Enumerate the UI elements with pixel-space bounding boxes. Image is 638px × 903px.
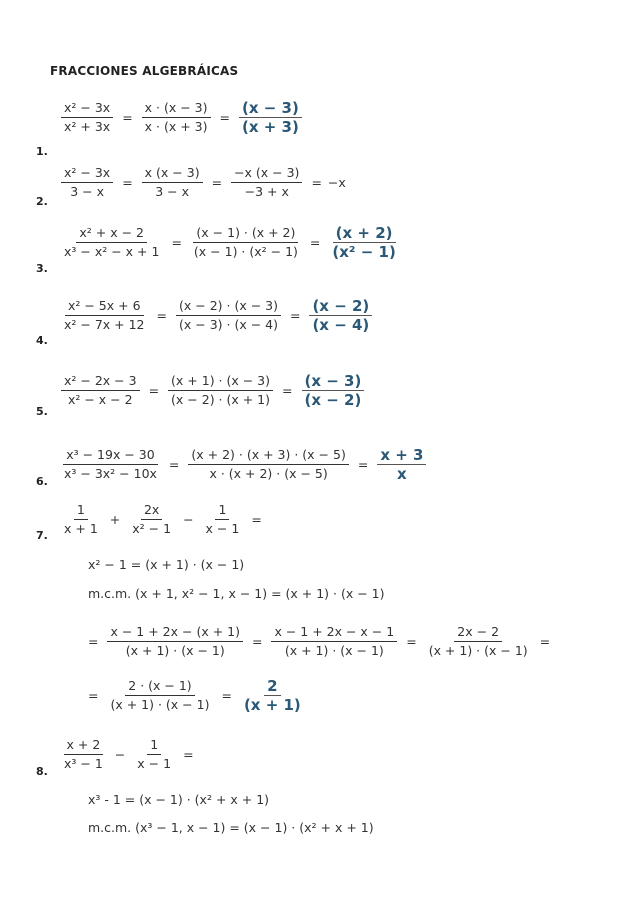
fraction: $\frac{2x}{\text{x² − 1}}$ bbox=[132, 502, 172, 536]
problem-8: $\frac{x + 2}{\text{x³ − 1}}$ − $\frac{1}{x - 1}$ = bbox=[58, 737, 200, 772]
fraction: $\frac{\text{x² − 5x + 6}}{\text{x² − 7x + 12}}$ bbox=[64, 298, 145, 332]
problem-number: 4. bbox=[36, 334, 48, 347]
result-fraction: $\frac{(x + 2)}{\text{(x² − 1)}}$ bbox=[332, 224, 396, 261]
lcm-line: m.c.m. (x + 1, x² − 1, x − 1) = (x + 1) · (x − 1) bbox=[88, 586, 385, 601]
problem-number: 5. bbox=[36, 405, 48, 418]
problem-6: $\frac{\text{x³ − 19x − 30}}{\text{x³ − 3x² − 10x}}$ = $\frac{(x + 2) \cdot (x + 3) \cdot (x - 5)}{x \cdot (x + 2) \cdot (x - 5)}$ = $\frac{x + 3}{x}$ bbox=[58, 447, 429, 482]
fraction: $\frac{(x - 2) \cdot (x - 3)}{(x - 3) \cdot (x - 4)}$ bbox=[176, 298, 281, 333]
fraction: $\frac{1}{x - 1}$ bbox=[205, 502, 240, 536]
fraction: $\frac{-x (x - 3)}{-3 + x}$ bbox=[231, 165, 302, 200]
problem-7-result: = $\frac{2 \cdot (x - 1)}{(x + 1) \cdot (x - 1)}$ = $\frac{2}{(x + 1)}$ bbox=[88, 678, 307, 713]
fraction: $\frac{(x - 1) \cdot (x + 2)}{\text{(x − 1) · (x² − 1)}}$ bbox=[193, 225, 298, 259]
problem-7-step: = $\frac{x - 1 + 2x - (x + 1)}{(x + 1) \cdot (x - 1)}$ = $\frac{x - 1 + 2x - x - 1}{(x + 1) \cdot (x - 1)}$ = $\frac{2x - 2}{(x + 1) \cdot (x - 1)}$ = bbox=[88, 624, 551, 658]
result-fraction: $\frac{(x - 3)}{(x - 2)}$ bbox=[302, 373, 365, 408]
fraction: $\frac{(x + 2) \cdot (x + 3) \cdot (x - 5)}{x \cdot (x + 2) \cdot (x - 5)}$ bbox=[188, 447, 348, 482]
fraction: $\frac{2 \cdot (x - 1)}{(x + 1) \cdot (x - 1)}$ bbox=[110, 678, 210, 712]
result-fraction: $\frac{(x - 2)}{(x - 4)}$ bbox=[309, 298, 372, 333]
fraction: $\frac{\text{x² − 3x}}{\text{x² + 3x}}$ bbox=[61, 100, 113, 135]
fraction: $\frac{\text{x² + x − 2}}{\text{x³ − x² − x + 1}}$ bbox=[64, 225, 160, 259]
result-fraction: $\frac{x + 3}{x}$ bbox=[377, 447, 426, 482]
fraction: $\frac{x - 1 + 2x - (x + 1)}{(x + 1) \cdot (x - 1)}$ bbox=[107, 624, 243, 659]
fraction: $\frac{\text{x² − 3x}}{3 - x}$ bbox=[61, 165, 113, 200]
problem-number: 3. bbox=[36, 262, 48, 275]
lcm-line: m.c.m. (x³ − 1, x − 1) = (x − 1) · (x² + x + 1) bbox=[88, 820, 374, 835]
problem-number: 7. bbox=[36, 529, 48, 542]
fraction: $\frac{x + 2}{\text{x³ − 1}}$ bbox=[64, 737, 103, 771]
fraction: $\frac{2x - 2}{(x + 1) \cdot (x - 1)}$ bbox=[428, 624, 528, 658]
problem-number: 2. bbox=[36, 195, 48, 208]
problem-2: $\frac{\text{x² − 3x}}{3 - x}$ = $\frac{x (x - 3)}{3 - x}$ = $\frac{-x (x - 3)}{-3 + x}$ = −x bbox=[58, 165, 346, 200]
problem-number: 6. bbox=[36, 475, 48, 488]
factorization-line: x³ - 1 = (x − 1) · (x² + x + 1) bbox=[88, 792, 270, 807]
problem-7: $\frac{1}{x + 1}$ + $\frac{2x}{\text{x² − 1}}$ − $\frac{1}{x - 1}$ = bbox=[58, 502, 268, 537]
fraction: $\frac{x (x - 3)}{3 - x}$ bbox=[142, 165, 203, 200]
fraction: $\frac{(x + 1) \cdot (x - 3)}{(x - 2) \cdot (x + 1)}$ bbox=[168, 373, 273, 408]
problem-1: $\frac{\text{x² − 3x}}{\text{x² + 3x}}$ = $\frac{x \cdot (x - 3)}{x \cdot (x + 3)}$ = $\frac{(x - 3)}{(x + 3)}$ bbox=[58, 100, 305, 135]
fraction: $\frac{x \cdot (x - 3)}{x \cdot (x + 3)}$ bbox=[142, 100, 211, 135]
fraction: $\frac{\text{x² − 2x − 3}}{\text{x² − x − 2}}$ bbox=[61, 373, 140, 408]
problem-number: 8. bbox=[36, 765, 48, 778]
fraction: $\frac{\text{x³ − 19x − 30}}{\text{x³ − 3x² − 10x}}$ bbox=[64, 447, 157, 481]
result-value: −x bbox=[327, 175, 346, 190]
fraction: $\frac{x - 1 + 2x - x - 1}{(x + 1) \cdot (x - 1)}$ bbox=[271, 624, 397, 659]
problem-number: 1. bbox=[36, 145, 48, 158]
problem-3: $\frac{\text{x² + x − 2}}{\text{x³ − x² − x + 1}}$ = $\frac{(x - 1) \cdot (x + 2)}{\text{(x − 1) · (x² − 1)}}$ = $\frac{(x + 2)}{\text{(x² − 1)}}$ bbox=[58, 225, 402, 260]
result-fraction: $\frac{2}{(x + 1)}$ bbox=[243, 677, 301, 714]
fraction: $\frac{1}{x + 1}$ bbox=[64, 502, 98, 536]
problem-4: $\frac{\text{x² − 5x + 6}}{\text{x² − 7x + 12}}$ = $\frac{(x - 2) \cdot (x - 3)}{(x - 3) \cdot (x - 4)}$ = $\frac{(x - 2)}{(x - 4)}$ bbox=[58, 298, 375, 333]
factorization-line: x² − 1 = (x + 1) · (x − 1) bbox=[88, 557, 245, 572]
fraction: $\frac{1}{x - 1}$ bbox=[137, 737, 172, 771]
result-fraction: $\frac{(x - 3)}{(x + 3)}$ bbox=[239, 100, 302, 135]
page-title: FRACCIONES ALGEBRÁICAS bbox=[50, 64, 239, 78]
problem-5: $\frac{\text{x² − 2x − 3}}{\text{x² − x − 2}}$ = $\frac{(x + 1) \cdot (x - 3)}{(x - 2) \cdot (x + 1)}$ = $\frac{(x - 3)}{(x - 2)}$ bbox=[58, 373, 367, 408]
